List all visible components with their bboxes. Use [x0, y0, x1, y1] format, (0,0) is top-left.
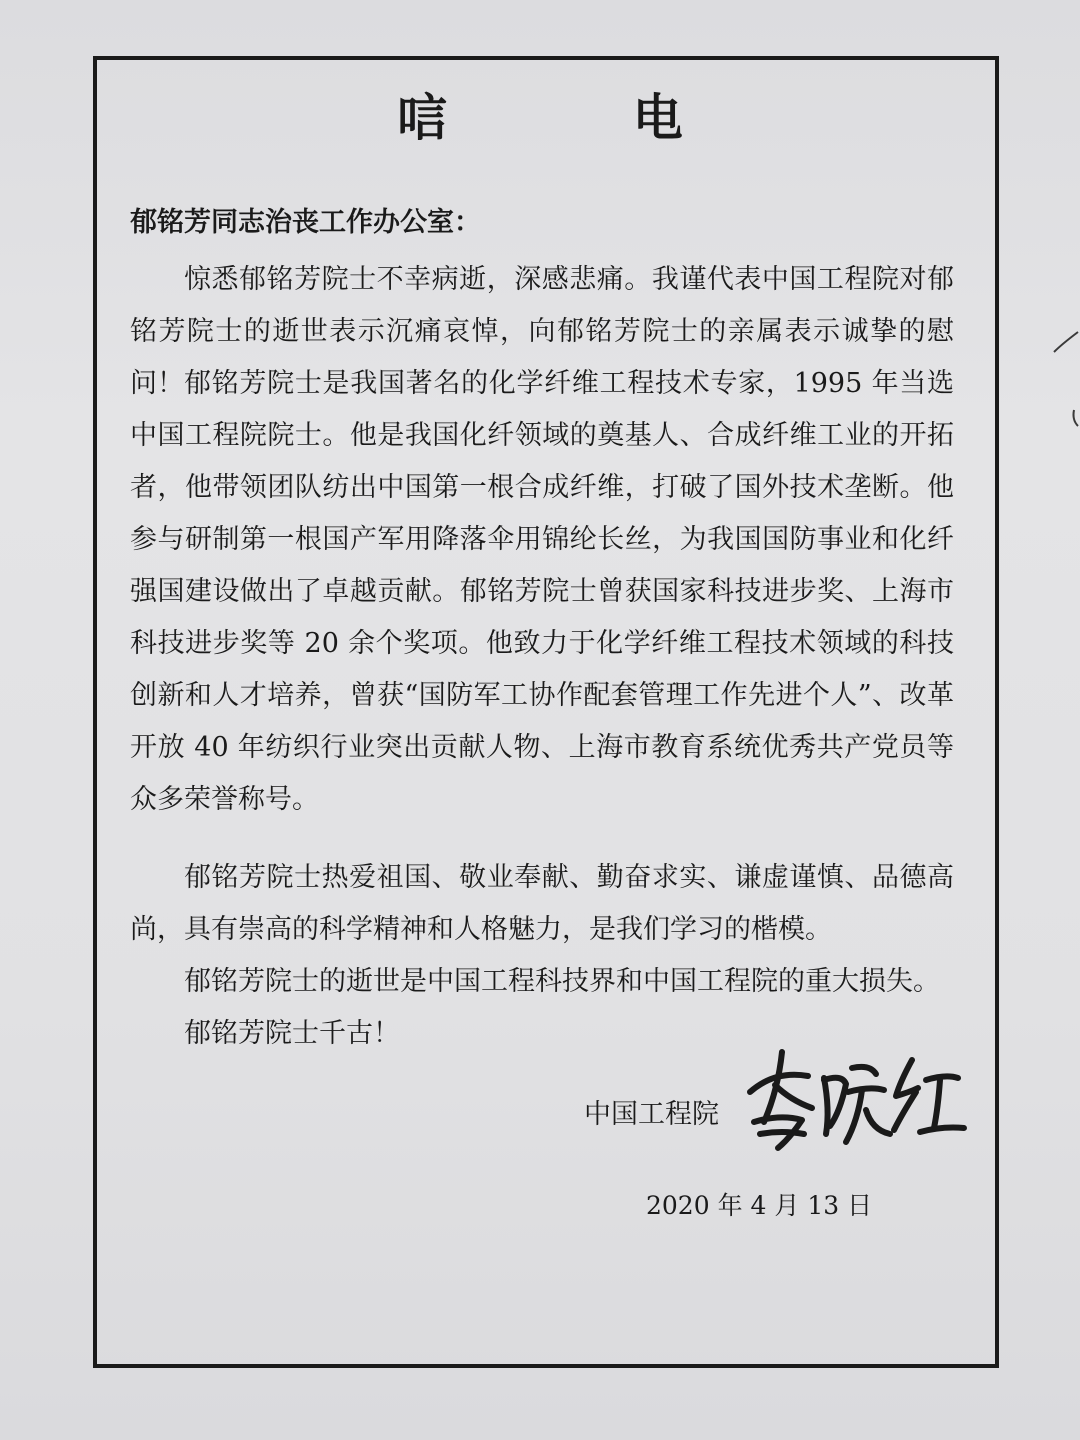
document-date: 2020 年 4 月 13 日: [646, 1191, 873, 1220]
paragraph-loss: 郁铭芳院士的逝世是中国工程科技界和中国工程院的重大损失。: [184, 966, 940, 997]
paragraph-biography: 郁铭芳院士是我国著名的化学纤维工程技术专家，1995 年当选中国工程院院士。他是我国化纤领域的奠基人、合成纤维工业的开拓者，他带领团队纺出中国第一根合成纤维，打破了国外技术垄断。他参与研制第一根国产军用降落伞用锦纶长丝，为我国国防事业和化纤强国建设做出了卓越贡献。郁铭芳院士曾获国家科技进步奖、上海市科技进步奖等 20 余个奖项。他致力于化学纤维工程技术领域的科技创新和人才培养，曾获“国防军工协作配套管理工作先进个人”、改革开放 40 年纺织行业突出贡献人物、上海市教育系统优秀共产党员等众多荣誉称号。: [130, 368, 954, 815]
document-title: 唁 电: [397, 89, 767, 147]
salutation: 郁铭芳同志治丧工作办公室：: [130, 207, 481, 238]
background-edge-mark: [1050, 330, 1080, 440]
handwritten-signature: [720, 1030, 970, 1165]
signatory-organization: 中国工程院: [584, 1099, 719, 1130]
paragraph-character: 郁铭芳院士热爱祖国、敬业奉献、勤奋求实、谦虚谨慎、品德高尚，具有崇高的科学精神和人格魅力，是我们学习的楷模。: [130, 862, 954, 945]
paragraph-farewell: 郁铭芳院士千古！: [184, 1018, 400, 1049]
paragraph-condolence: 惊悉郁铭芳院士不幸病逝，深感悲痛。我谨代表中国工程院对郁铭芳院士的逝世表示沉痛哀悼，向郁铭芳院士的亲属表示诚挚的慰问！: [130, 264, 954, 399]
